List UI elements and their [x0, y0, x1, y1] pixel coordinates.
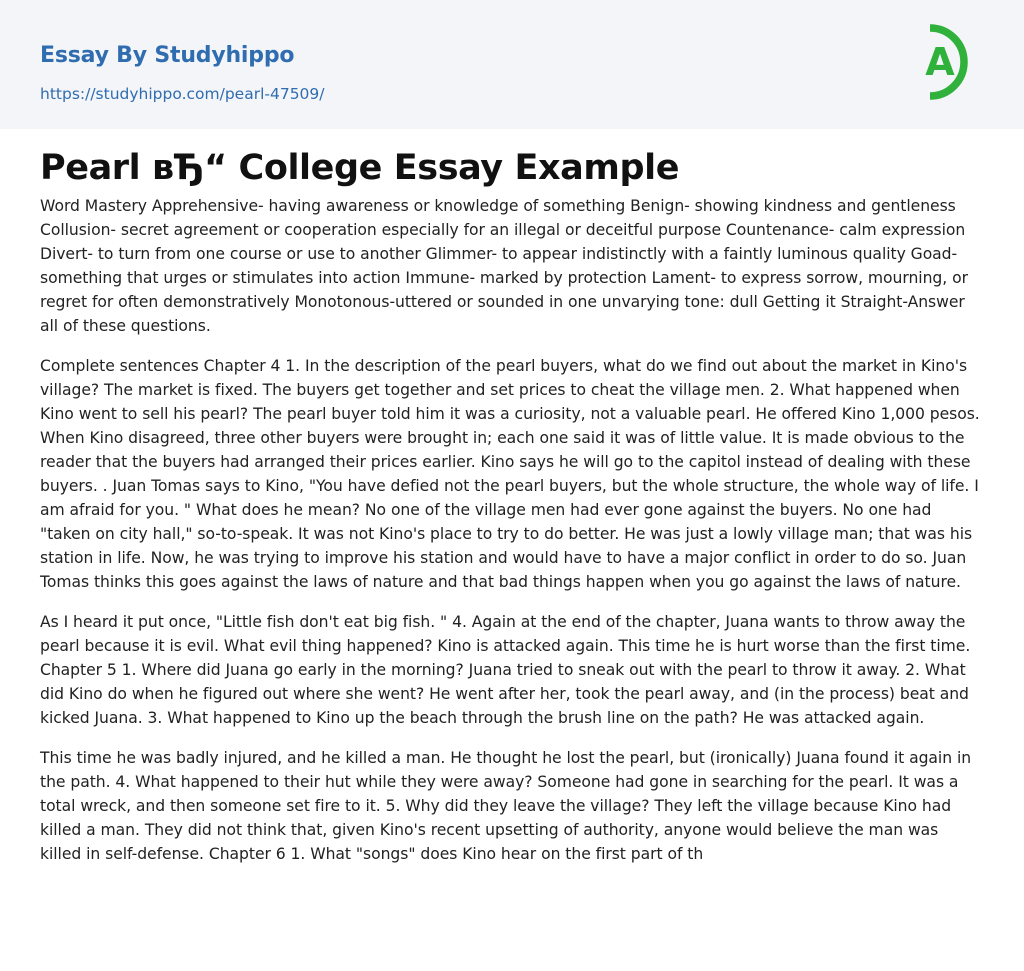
site-header [0, 0, 1024, 129]
essay-paragraph: This time he was badly injured, and he killed a man. He thought he lost the pearl, but (ironically) Juana found it again in the path. 4. What happened to their hut while they were away? Someone had gone in searching for the pearl. It was a total wreck, and then someone set fire to it. 5. Why did they leave the village? They left the village because Kino had killed a man. They did not think that, given Kino's recent upsetting of authority, anyone would believe the man was killed in self-defense. Chapter 6 1. What "songs" does Kino hear on the first part of th [40, 749, 972, 863]
essay-body [40, 194, 984, 882]
essay-paragraph: As I heard it put once, "Little fish don't eat big fish. " 4. Again at the end of the chapter, Juana wants to throw away the pearl because it is evil. What evil thing happened? Kino is attacked again. This time he is hurt worse than the first time. Chapter 5 1. Where did Juana go early in the morning? Juana tried to sneak out with the pearl to throw it away. 2. What did Kino do when he figured out where she went? He went after her, took the pearl away, and (in the process) beat and kicked Juana. 3. What happened to Kino up the beach through the brush line on the path? He was attacked again. [40, 613, 971, 727]
site-title[interactable]: Essay By Studyhippo [40, 43, 295, 68]
page-title: Pearl вЂ“ College Essay Example [40, 148, 680, 188]
logo-letter: A [925, 40, 955, 84]
essay-paragraph: Word Mastery Apprehensive- having awareness or knowledge of something Benign- showing kindness and gentleness Collusion- secret agreement or cooperation especially for an illegal or deceitful purpose Countenance- calm expression Divert- to turn from one course or use to another Glimmer- to appear indistinctly with a faintly luminous quality Goad- something that urges or stimulates into action Immune- marked by protection Lament- to express sorrow, mourning, or regret for often demonstratively Monotonous-uttered or sounded in one unvarying tone: dull Getting it Straight-Answer all of these questions. [40, 197, 968, 335]
studyhippo-logo-icon[interactable] [912, 19, 986, 105]
essay-paragraph: Complete sentences Chapter 4 1. In the description of the pearl buyers, what do we find out about the market in Kino's village? The market is fixed. The buyers get together and set prices to cheat the village men. 2. What happened when Kino went to sell his pearl? The pearl buyer told him it was a curiosity, not a valuable pearl. He offered Kino 1,000 pesos. When Kino disagreed, three other buyers were brought in; each one said it was of little value. It is made obvious to the reader that the buyers had arranged their prices earlier. Kino says he will go to the capitol instead of dealing with these buyers. . Juan Tomas says to Kino, "You have defied not the pearl buyers, but the whole structure, the whole way of life. I am afraid for you. " What does he mean? No one of the village men had ever gone against the buyers. No one had "taken on city hall," so-to-speak. It was not Kino's place to try to do better. He was just a lowly village man; that was his station in life. Now, he was trying to improve his station and would have to have a major conflict in order to do so. Juan Tomas thinks this goes against the laws of nature and that bad things happen when you go against the laws of nature. [40, 357, 980, 591]
essay-url-link[interactable]: https://studyhippo.com/pearl-47509/ [40, 85, 325, 103]
